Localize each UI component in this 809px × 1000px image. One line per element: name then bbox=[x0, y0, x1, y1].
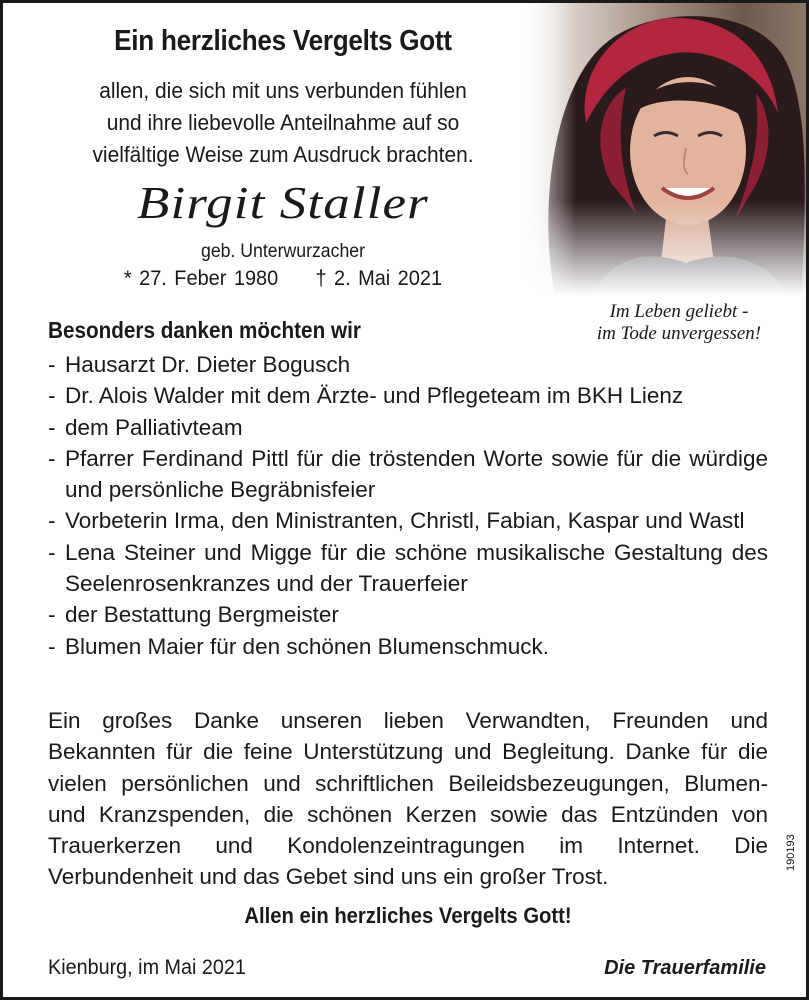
intro-line: allen, die sich mit uns verbunden fühlen bbox=[99, 78, 467, 103]
portrait-photo bbox=[516, 3, 806, 301]
maiden-name: geb. Unterwurzacher bbox=[200, 241, 366, 262]
closing-text: Ein großes Danke unseren lieben Verwandten, Freunden und Bekannten für die feine Unterstützung und Begleitung. Danke für die vielen persönlichen und schriftlichen Beileidsbezeugungen, Blumen- und Kranzspenden, die schönen Kerzen sowie das Entzünden von Trauerkerzen und Kondolenzeintragungen im Internet. Die Verbundenheit und das Gebet sind uns ein großer Trost. bbox=[48, 708, 768, 890]
intro-line: und ihre liebevolle Anteilnahme auf so bbox=[106, 110, 460, 135]
list-item: - Blumen Maier für den schönen Blumenschmuck. bbox=[48, 631, 768, 662]
motto-line: Im Leben geliebt - bbox=[609, 301, 749, 322]
deceased-name: Birgit Staller bbox=[137, 177, 429, 228]
final-thanks: Allen ein herzliches Vergelts Gott! bbox=[244, 903, 572, 928]
list-item: - Vorbeterin Irma, den Ministranten, Christl, Fabian, Kaspar und Wastl bbox=[48, 505, 768, 536]
list-item: - der Bestattung Bergmeister bbox=[48, 599, 768, 630]
list-item: - Pfarrer Ferdinand Pittl für die tröstenden Worte sowie für die würdige und persönliche Begräbnisfeier bbox=[48, 443, 768, 506]
birth-date: * 27. Feber 1980 bbox=[123, 267, 279, 290]
death-date: † 2. Mai 2021 bbox=[315, 267, 443, 290]
motto-line: im Tode unvergessen! bbox=[596, 323, 762, 344]
intro-text bbox=[60, 75, 506, 171]
list-item: - Lena Steiner und Migge für die schöne musikalische Gestaltung des Seelenrosenkranzes und der Trauerfeier bbox=[48, 537, 768, 600]
motto bbox=[569, 301, 789, 345]
thanks-list bbox=[48, 349, 768, 662]
life-dates bbox=[55, 267, 511, 291]
list-item: - Dr. Alois Walder mit dem Ärzte- und Pflegeteam im BKH Lienz bbox=[48, 380, 768, 411]
heading: Ein herzliches Vergelts Gott bbox=[114, 25, 452, 57]
list-item: - dem Palliativteam bbox=[48, 412, 768, 443]
place-date: Kienburg, im Mai 2021 bbox=[48, 955, 246, 979]
list-item: - Hausarzt Dr. Dieter Bogusch bbox=[48, 349, 768, 380]
ad-code: 190193 bbox=[785, 834, 797, 871]
signature: Die Trauerfamilie bbox=[604, 957, 766, 979]
thanks-title: Besonders danken möchten wir bbox=[48, 317, 361, 343]
intro-line: vielfältige Weise zum Ausdruck brachten. bbox=[92, 142, 474, 167]
